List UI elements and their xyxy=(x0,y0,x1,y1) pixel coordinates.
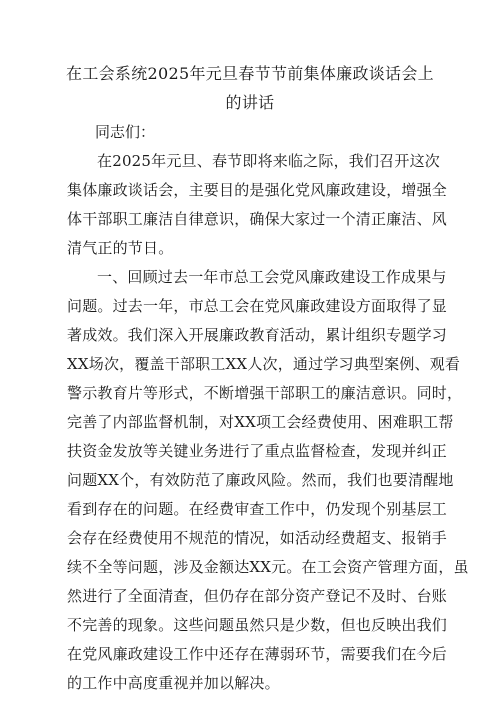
paragraph-2-line: 然进行了全面清查，但仍存在部分资产登记不及时、台账 xyxy=(67,587,448,605)
paragraph-2-line: 警示教育片等形式，不断增强干部职工的廉洁意识。同时， xyxy=(67,384,463,402)
paragraph-2-line: 扶资金发放等关键业务进行了重点监督检查，发现并纠正 xyxy=(67,442,448,460)
paragraph-2-line: 一、回顾过去一年市总工会党风廉政建设工作成果与 xyxy=(97,268,447,286)
paragraph-2-line: 完善了内部监督机制，对XX项工会经费使用、困难职工帮 xyxy=(67,413,454,431)
document-title-line-2: 的讲话 xyxy=(225,93,275,112)
paragraph-2-line: 不完善的现象。这些问题虽然只是少数，但也反映出我们 xyxy=(67,616,448,634)
paragraph-2-line: 续不全等问题，涉及金额达XX元。在工会资产管理方面，虽 xyxy=(67,558,469,576)
paragraph-2-line: 的工作中高度重视并加以解决。 xyxy=(67,674,280,692)
paragraph-2-line: 在党风廉政建设工作中还存在薄弱环节，需要我们在今后 xyxy=(67,645,448,663)
paragraph-1-line: 清气正的节日。 xyxy=(67,239,174,257)
paragraph-2-line: 著成效。我们深入开展廉政教育活动，累计组织专题学习 xyxy=(67,326,448,344)
document-title-line-1: 在工会系统2025年元旦春节节前集体廉政谈话会上 xyxy=(66,64,434,83)
paragraph-1-line: 在2025年元旦、春节即将来临之际，我们召开这次 xyxy=(97,152,440,170)
paragraph-2-line: 会存在经费使用不规范的情况，如活动经费超支、报销手 xyxy=(67,529,448,547)
paragraph-1-line: 集体廉政谈话会，主要目的是强化党风廉政建设，增强全 xyxy=(67,181,448,199)
salutation: 同志们： xyxy=(95,123,156,141)
paragraph-2-line: XX场次，覆盖干部职工XX人次，通过学习典型案例、观看 xyxy=(67,355,461,373)
paragraph-1-line: 体干部职工廉洁自律意识，确保大家过一个清正廉洁、风 xyxy=(67,210,448,228)
paragraph-2-line: 看到存在的问题。在经费审查工作中，仍发现个别基层工 xyxy=(67,500,448,518)
paragraph-2-line: 问题XX个，有效防范了廉政风险。然而，我们也要清醒地 xyxy=(67,471,454,489)
paragraph-2-line: 问题。过去一年，市总工会在党风廉政建设方面取得了显 xyxy=(67,297,448,315)
